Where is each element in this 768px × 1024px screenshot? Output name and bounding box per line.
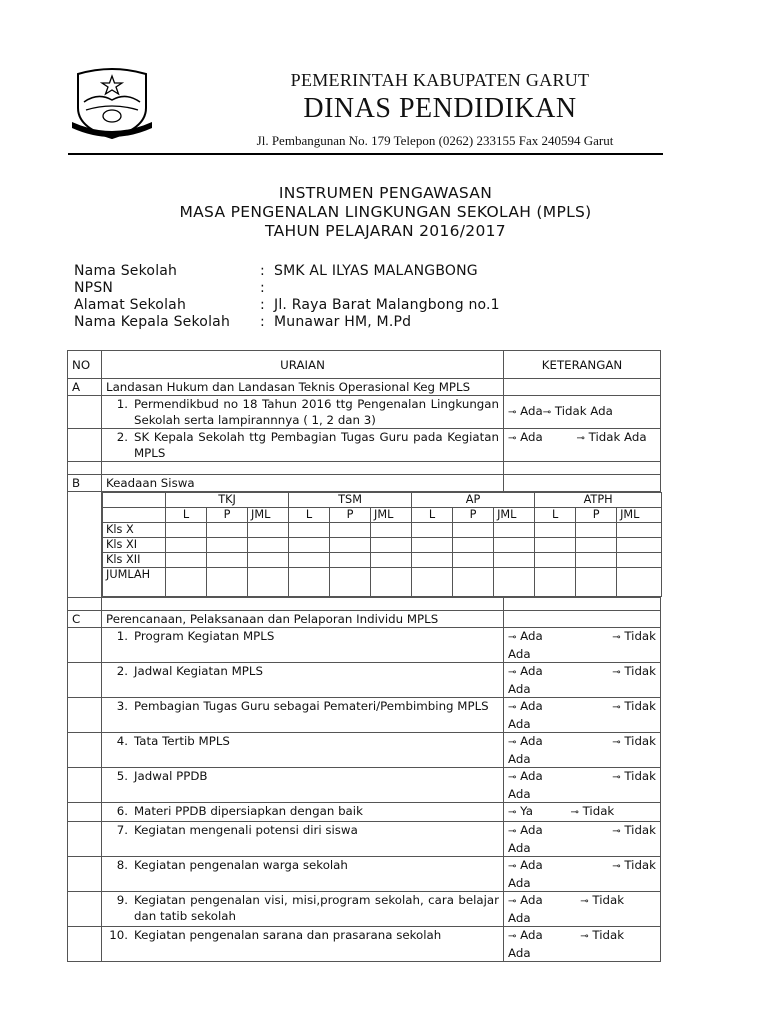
section-c-row xyxy=(68,611,661,628)
table-header-row xyxy=(68,351,661,379)
table-row xyxy=(68,768,661,803)
spacer-row xyxy=(68,598,661,611)
answer-cell: ⊸ Ada ⊸ Tidak Ada xyxy=(504,663,661,698)
info-row-npsn xyxy=(74,280,500,297)
option-label: Tidak Ada xyxy=(554,404,613,418)
list-item: 9. Kegiatan pengenalan visi, misi,program sekolah, cara belajar dan tatib sekolah xyxy=(116,893,499,923)
letterhead-address: Jl. Pembangunan No. 179 Telepon (0262) 233155 Fax 240594 Garut xyxy=(256,133,614,148)
answer-cell: ⊸ Ada ⊸ Tidak Ada xyxy=(504,892,661,927)
header-no: NO xyxy=(68,351,102,379)
group-tsm: TSM xyxy=(289,493,412,508)
instrument-table xyxy=(67,350,661,962)
grid-group-header xyxy=(103,493,662,508)
group-tkj: TKJ xyxy=(166,493,289,508)
checkbox-icon[interactable]: ⊸ xyxy=(542,407,552,418)
title-line-3: TAHUN PELAJARAN 2016/2017 xyxy=(265,222,506,240)
document-title xyxy=(68,184,703,241)
grid-row-kls-xii: Kls XII xyxy=(103,553,662,568)
answer-cell: ⊸ Ada ⊸ Tidak Ada xyxy=(504,768,661,803)
option-label: Ada xyxy=(520,404,543,418)
header-keterangan: KETERANGAN xyxy=(504,351,661,379)
title-line-2: MASA PENGENALAN LINGKUNGAN SEKOLAH (MPLS) xyxy=(179,203,592,221)
checkbox-icon[interactable]: ⊸ xyxy=(508,737,517,748)
letterhead-agency: DINAS PENDIDIKAN xyxy=(303,93,577,124)
answer-cell xyxy=(504,396,661,429)
letterhead-government: PEMERINTAH KABUPATEN GARUT xyxy=(290,70,590,90)
school-info xyxy=(74,263,500,331)
checkbox-icon[interactable]: ⊸ xyxy=(612,861,621,872)
checkbox-icon[interactable]: ⊸ xyxy=(570,807,579,818)
list-item: 2. Jadwal Kegiatan MPLS xyxy=(116,664,263,678)
checkbox-icon[interactable]: ⊸ xyxy=(508,407,517,418)
answer-cell: ⊸ Ada ⊸ Tidak Ada xyxy=(504,857,661,892)
answer-cell: ⊸ Ada ⊸ Tidak Ada xyxy=(504,698,661,733)
table-row xyxy=(68,927,661,962)
grid-row-jumlah: JUMLAH xyxy=(103,568,662,597)
option-label: Ada xyxy=(520,430,543,444)
checkbox-icon[interactable]: ⊸ xyxy=(508,702,517,713)
student-grid xyxy=(102,492,662,597)
grid-row-kls-x: Kls X xyxy=(103,523,662,538)
checkbox-icon[interactable]: ⊸ xyxy=(612,667,621,678)
answer-cell: ⊸ Ada ⊸ Tidak Ada xyxy=(504,628,661,663)
checkbox-icon[interactable]: ⊸ xyxy=(508,667,517,678)
info-colon: : xyxy=(260,263,265,279)
list-item: 4. Tata Tertib MPLS xyxy=(116,734,230,748)
checkbox-icon[interactable]: ⊸ xyxy=(508,772,517,783)
info-label: Nama Sekolah xyxy=(74,263,178,279)
grid-sub-header: L P JML L P JML L P JML L P JML xyxy=(103,508,662,523)
section-no: C xyxy=(68,611,102,628)
info-label: NPSN xyxy=(74,280,114,296)
group-ap: AP xyxy=(412,493,535,508)
answer-cell: ⊸ Ada ⊸ Tidak Ada xyxy=(504,733,661,768)
table-row xyxy=(68,628,661,663)
header-uraian: URAIAN xyxy=(102,351,504,379)
answer-cell: ⊸ Ya ⊸ Tidak xyxy=(504,803,661,822)
garut-crest-logo xyxy=(70,66,154,140)
section-b-row xyxy=(68,475,661,492)
checkbox-icon[interactable]: ⊸ xyxy=(508,807,517,818)
list-item: 1. Permendikbud no 18 Tahun 2016 ttg Pengenalan Lingkungan Sekolah serta lampirannnya ( 1, 2 dan 3) xyxy=(116,397,499,427)
info-row-principal xyxy=(74,314,500,331)
info-value: SMK AL ILYAS MALANGBONG xyxy=(274,263,478,279)
checkbox-icon[interactable]: ⊸ xyxy=(612,826,621,837)
list-item: 3. Pembagian Tugas Guru sebagai Pemateri/Pembimbing MPLS xyxy=(116,699,489,713)
list-item: 10. Kegiatan pengenalan sarana dan prasarana sekolah xyxy=(109,928,442,942)
checkbox-icon[interactable]: ⊸ xyxy=(612,632,621,643)
section-title: Keadaan Siswa xyxy=(102,475,504,492)
section-no: A xyxy=(68,379,102,396)
spacer-row xyxy=(68,462,661,475)
checkbox-icon[interactable]: ⊸ xyxy=(580,931,589,942)
info-colon: : xyxy=(260,314,265,330)
checkbox-icon[interactable]: ⊸ xyxy=(508,632,517,643)
section-a-row xyxy=(68,379,661,396)
letterhead-rule xyxy=(68,153,663,155)
list-item: 2. SK Kepala Sekolah ttg Pembagian Tugas Guru pada Kegiatan MPLS xyxy=(116,430,499,460)
list-item: 5. Jadwal PPDB xyxy=(116,769,208,783)
table-row xyxy=(68,663,661,698)
option-label: Tidak Ada xyxy=(588,430,647,444)
list-item: 7. Kegiatan mengenali potensi diri siswa xyxy=(116,823,358,837)
group-atph: ATPH xyxy=(535,493,662,508)
checkbox-icon[interactable]: ⊸ xyxy=(508,433,517,444)
table-row xyxy=(68,733,661,768)
section-title: Perencanaan, Pelaksanaan dan Pelaporan Individu MPLS xyxy=(102,611,504,628)
table-row xyxy=(68,429,661,462)
answer-cell: ⊸ Ada ⊸ Tidak Ada xyxy=(504,822,661,857)
table-row xyxy=(68,698,661,733)
list-item: 1. Program Kegiatan MPLS xyxy=(116,629,275,643)
checkbox-icon[interactable]: ⊸ xyxy=(508,896,517,907)
checkbox-icon[interactable]: ⊸ xyxy=(612,737,621,748)
table-row xyxy=(68,857,661,892)
checkbox-icon[interactable]: ⊸ xyxy=(508,931,517,942)
info-label: Alamat Sekolah xyxy=(74,297,187,313)
student-grid-row xyxy=(68,492,661,598)
info-colon: : xyxy=(260,297,265,313)
list-item: 8. Kegiatan pengenalan warga sekolah xyxy=(116,858,348,872)
checkbox-icon[interactable]: ⊸ xyxy=(612,772,621,783)
section-title: Landasan Hukum dan Landasan Teknis Operasional Keg MPLS xyxy=(102,379,504,396)
checkbox-icon[interactable]: ⊸ xyxy=(508,826,517,837)
checkbox-icon[interactable]: ⊸ xyxy=(508,861,517,872)
list-item: 6. Materi PPDB dipersiapkan dengan baik xyxy=(116,804,363,818)
info-row-address xyxy=(74,297,500,314)
table-row xyxy=(68,892,661,927)
section-no: B xyxy=(68,475,102,492)
info-value: Munawar HM, M.Pd xyxy=(274,314,412,330)
info-colon: : xyxy=(260,280,265,296)
table-row xyxy=(68,396,661,429)
info-row-school-name xyxy=(74,263,500,280)
info-label: Nama Kepala Sekolah xyxy=(74,314,231,330)
answer-cell: ⊸ Ada ⊸ Tidak Ada xyxy=(504,927,661,962)
title-line-1: INSTRUMEN PENGAWASAN xyxy=(278,184,493,202)
grid-row-kls-xi: Kls XI xyxy=(103,538,662,553)
checkbox-icon[interactable]: ⊸ xyxy=(576,433,585,444)
option-label: Ada xyxy=(508,647,531,661)
info-value: Jl. Raya Barat Malangbong no.1 xyxy=(274,297,500,313)
table-row xyxy=(68,822,661,857)
checkbox-icon[interactable]: ⊸ xyxy=(612,702,621,713)
answer-cell xyxy=(504,429,661,462)
checkbox-icon[interactable]: ⊸ xyxy=(580,896,589,907)
table-row xyxy=(68,803,661,822)
